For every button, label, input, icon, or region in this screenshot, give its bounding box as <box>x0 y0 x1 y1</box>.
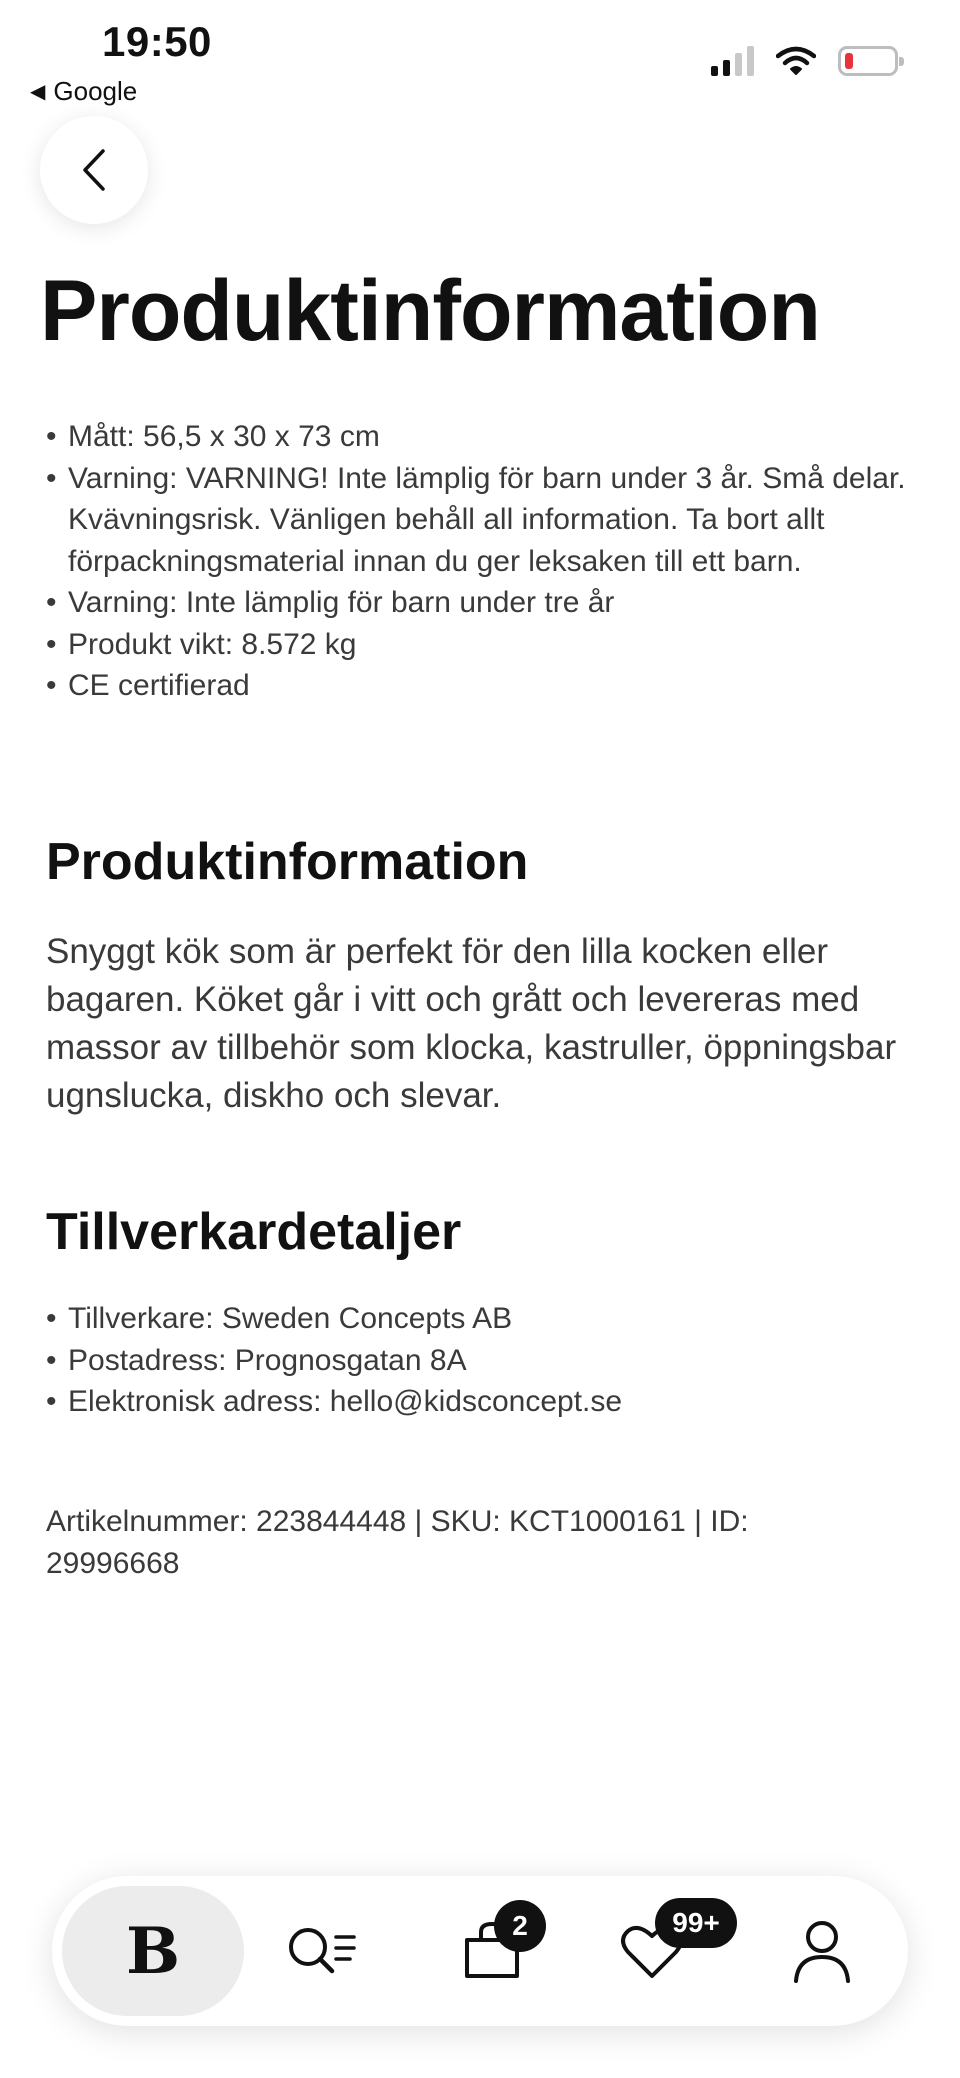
back-triangle-icon: ◀ <box>30 81 46 103</box>
back-app-label: Google <box>53 76 138 106</box>
search-list-icon <box>284 1921 360 1981</box>
bottom-nav <box>52 1876 908 2026</box>
brand-logo: B <box>125 1913 181 1989</box>
nav-bag-button[interactable] <box>442 1876 542 2026</box>
nav-search-button[interactable] <box>272 1876 372 2026</box>
list-item: • Tillverkare: Sweden Concepts AB <box>46 1298 916 1340</box>
list-item: • Postadress: Prognosgatan 8A <box>46 1340 916 1382</box>
list-item: • Varning: VARNING! Inte lämplig för barn under 3 år. Små delar. Kvävningsrisk. Vänligen behåll all information. Ta bort allt förpackningsmaterial innan du ger leksaken till ett barn. <box>46 458 916 583</box>
status-time: 19:50 <box>102 18 212 65</box>
nav-home-button[interactable] <box>62 1886 244 2016</box>
manufacturer-list <box>46 1298 916 1423</box>
product-identifiers: Artikelnummer: 223844448 | SKU: KCT1000161 | ID: 29996668 <box>46 1505 749 1580</box>
back-to-app-link[interactable] <box>30 76 137 107</box>
bag-count-badge: 2 <box>494 1900 546 1952</box>
user-icon <box>792 1919 852 1983</box>
list-item: • Produkt vikt: 8.572 kg <box>46 624 916 666</box>
description-heading: Produktinformation <box>46 833 529 891</box>
signal-icon <box>711 46 754 76</box>
battery-level <box>845 53 853 69</box>
nav-wishlist-button[interactable] <box>607 1876 727 2026</box>
back-button[interactable] <box>40 116 148 224</box>
battery-icon <box>838 46 898 76</box>
list-item: • Varning: Inte lämplig för barn under tre år <box>46 582 916 624</box>
product-description: Snyggt kök som är perfekt för den lilla kocken eller bagaren. Köket går i vitt och grått och levereras med massor av tillbehör som klocka, kastruller, öppningsbar ugnslucka, diskho och slevar. <box>46 932 897 1115</box>
list-item: • CE certifierad <box>46 665 916 707</box>
status-icons <box>711 46 898 76</box>
wishlist-count-badge: 99+ <box>655 1898 737 1948</box>
status-bar <box>0 0 960 110</box>
list-item[interactable]: • Elektronisk adress: hello@kidsconcept.se <box>46 1381 916 1423</box>
chevron-left-icon <box>79 147 109 193</box>
nav-profile-button[interactable] <box>772 1876 872 2026</box>
page-title: Produktinformation <box>40 263 820 359</box>
list-item: • Mått: 56,5 x 30 x 73 cm <box>46 416 916 458</box>
manufacturer-heading: Tillverkardetaljer <box>46 1203 462 1261</box>
product-info-list <box>46 416 916 707</box>
wifi-icon <box>776 46 816 76</box>
